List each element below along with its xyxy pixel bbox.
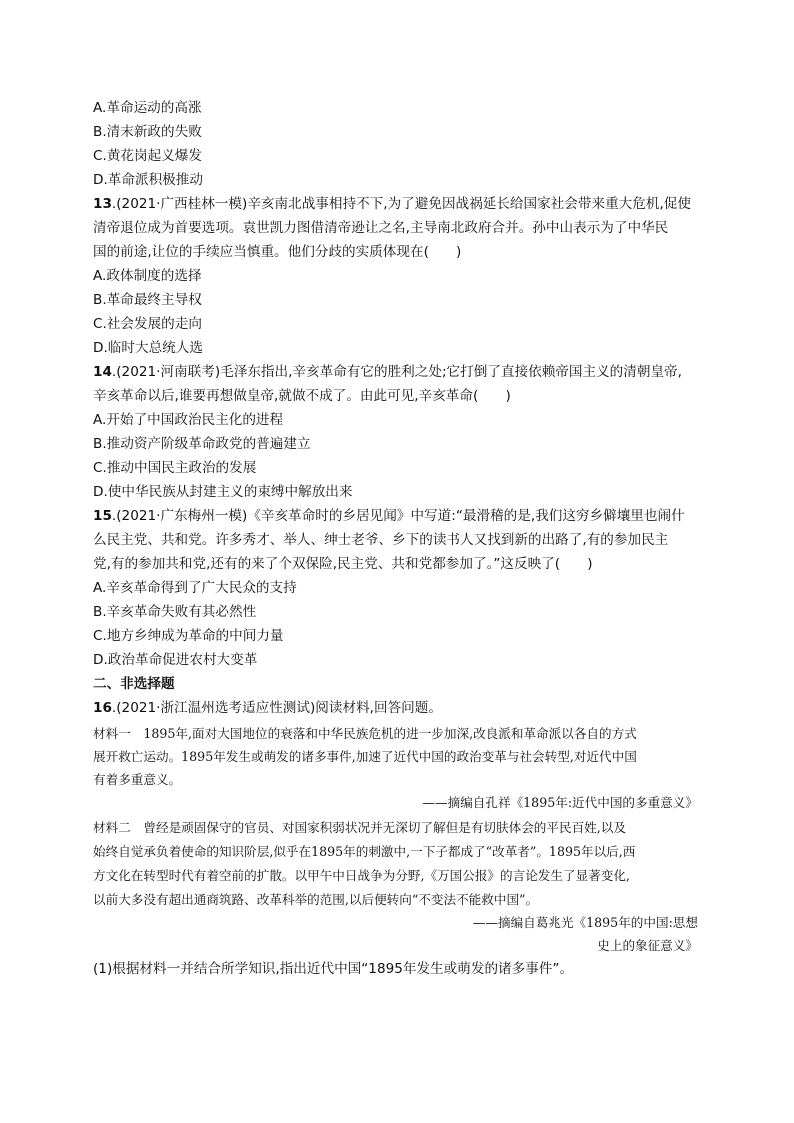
q16-stem	[93, 702, 442, 716]
q13-stem-line-3: 国的前途,让位的手续应当慎重。他们分歧的实质体现在( )	[93, 244, 462, 260]
section-title: 二、非选择题	[93, 676, 175, 692]
q16-stem-text: .(2021·浙江温州选考适应性测试)阅读材料,回答问题。	[111, 700, 442, 716]
q15-stem-text: .(2021·广东梅州一模)《辛亥革命时的乡居见闻》中写道:“最滑稽的是,我们这穷乡僻壤里也闹什	[111, 508, 685, 524]
q15-option-a: A.辛亥革命得到了广大民众的支持	[93, 580, 297, 596]
q13-option-a: A.政体制度的选择	[93, 268, 202, 284]
q15-option-d: D.政治革命促进农村大变革	[93, 652, 258, 668]
material1-line-1: 材料一 1895年,面对大国地位的衰落和中华民族危机的进一步加深,改良派和革命派以各自的方式	[93, 726, 637, 741]
q15-option-c: C.地方乡绅成为革命的中间力量	[93, 628, 284, 644]
q14-option-a: A.开始了中国政治民主化的进程	[93, 412, 284, 428]
material2-line-1: 材料二 曾经是顽固保守的官员、对国家积弱状况并无深切了解但是有切肤体会的平民百姓,以及	[93, 820, 626, 835]
material2-line-3: 方文化在转型时代有着空前的扩散。以甲午中日战争为分野,《万国公报》的言论发生了显著变化,	[93, 868, 630, 883]
q16-number: 16	[93, 700, 112, 716]
q15-stem-line-1	[93, 510, 685, 524]
q13-number: 13	[93, 196, 112, 212]
q15-stem-line-2: 么民主党、共和党。许多秀才、举人、绅士老爷、乡下的读书人又找到新的出路了,有的参加民主	[93, 532, 669, 548]
material2-line-4: 以前大多没有超出通商筑路、改革科举的范围,以后便转向“不变法不能救中国”。	[93, 892, 539, 907]
q13-option-b: B.革命最终主导权	[93, 292, 202, 308]
q15-stem-line-3: 党,有的参加共和党,还有的来了个双保险,民主党、共和党都参加了。”这反映了( )	[93, 556, 593, 572]
q14-stem-line-2: 辛亥革命以后,谁要再想做皇帝,就做不成了。由此可见,辛亥革命( )	[93, 388, 511, 404]
q13-option-d: D.临时大总统人选	[93, 340, 203, 356]
q16-subquestion-1: (1)根据材料一并结合所学知识,指出近代中国“1895年发生或萌发的诸多事件”。	[93, 961, 574, 977]
q14-option-b: B.推动资产阶级革命政党的普遍建立	[93, 436, 311, 452]
material2-source-line-1: ——摘编自葛兆光《1895年的中国:思想	[472, 915, 698, 930]
q13-stem-line-1	[93, 198, 691, 212]
q14-number: 14	[93, 364, 112, 380]
q12-option-d: D.革命派积极推动	[93, 172, 203, 188]
material1-line-3: 有着多重意义。	[93, 772, 182, 787]
q14-option-d: D.使中华民族从封建主义的束缚中解放出来	[93, 484, 353, 500]
material2-source-line-2: 史上的象征意义》	[597, 938, 698, 953]
q15-number: 15	[93, 508, 112, 524]
material1-source: ——摘编自孔祥《1895年:近代中国的多重意义》	[422, 795, 698, 810]
material1-line-2: 展开救亡运动。1895年发生或萌发的诸多事件,加速了近代中国的政治变革与社会转型,对近代中国	[93, 749, 637, 764]
q12-option-a: A.革命运动的高涨	[93, 100, 202, 116]
q14-stem-text: .(2021·河南联考)毛泽东指出,辛亥革命有它的胜利之处;它打倒了直接依赖帝国主义的清朝皇帝,	[111, 364, 682, 380]
q13-stem-line-2: 清帝退位成为首要选项。袁世凯力图借清帝逊让之名,主导南北政府合并。孙中山表示为了中华民	[93, 220, 669, 236]
q13-stem-text: .(2021·广西桂林一模)辛亥南北战事相持不下,为了避免因战祸延长给国家社会带来重大危机,促使	[111, 196, 691, 212]
material2-line-2: 始终自觉承负着使命的知识阶层,似乎在1895年的刺激中,一下子都成了“改革者”。1895年以后,西	[93, 844, 636, 859]
q12-option-c: C.黄花岗起义爆发	[93, 148, 202, 164]
q14-option-c: C.推动中国民主政治的发展	[93, 460, 257, 476]
q13-option-c: C.社会发展的走向	[93, 316, 202, 332]
q14-stem-line-1	[93, 366, 682, 380]
q15-option-b: B.辛亥革命失败有其必然性	[93, 604, 257, 620]
q12-option-b: B.清末新政的失败	[93, 124, 202, 140]
